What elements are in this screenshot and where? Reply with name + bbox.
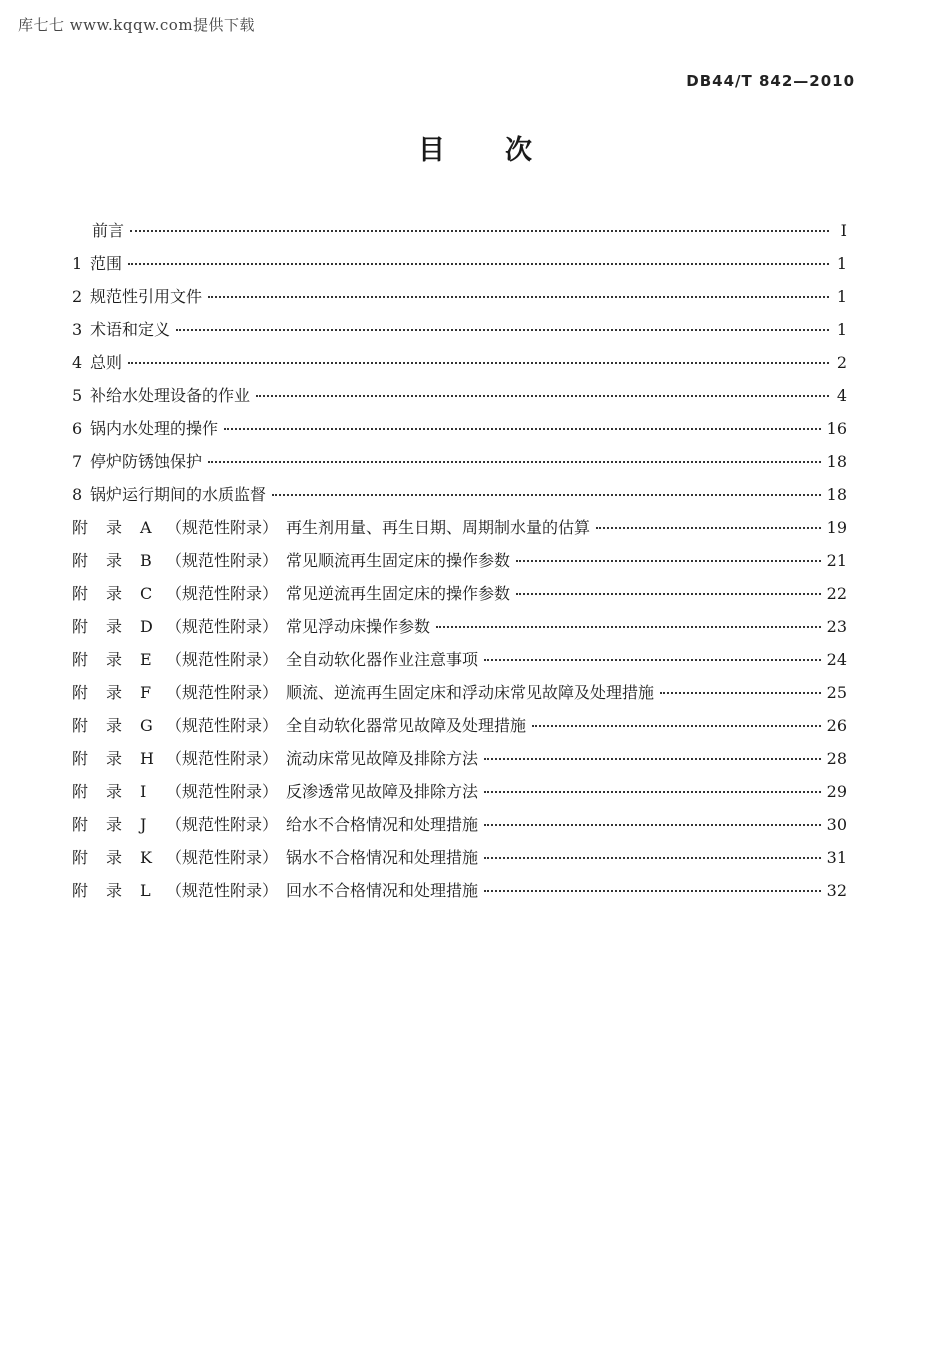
dot-leader [272,494,821,496]
toc-label: 流动床常见故障及排除方法 [286,749,479,768]
appendix-kind: （规范性附录） [166,650,279,669]
toc-page: 18 [826,452,847,471]
toc-label: 补给水处理设备的作业 [90,386,251,405]
toc-entry-chapter-4[interactable] [72,350,847,383]
table-of-contents [72,218,847,911]
toc-entry-appendix-j[interactable] [72,812,847,845]
toc-page: 22 [826,584,847,603]
dot-leader [484,890,821,892]
dot-leader [128,362,829,364]
dot-leader [256,395,829,397]
toc-label: 常见逆流再生固定床的操作参数 [286,584,511,603]
toc-entry-chapter-1[interactable] [72,251,847,284]
dot-leader [128,263,829,265]
toc-entry-appendix-h[interactable] [72,746,847,779]
toc-page: 2 [836,353,847,372]
chapter-number: 2 [72,287,83,306]
toc-entry-appendix-e[interactable] [72,647,847,680]
dot-leader [484,791,821,793]
appendix-word: 附录 [72,815,141,834]
toc-entry-appendix-k[interactable] [72,845,847,878]
appendix-kind: （规范性附录） [166,815,279,834]
appendix-letter: K [140,848,152,867]
dot-leader [516,593,821,595]
dot-leader [224,428,821,430]
chapter-number: 5 [72,386,83,405]
toc-page: 24 [826,650,847,669]
toc-label: 常见浮动床操作参数 [286,617,431,636]
chapter-number: 1 [72,254,83,273]
toc-entry-chapter-3[interactable] [72,317,847,350]
dot-leader [484,758,821,760]
appendix-word: 附录 [72,716,141,735]
appendix-word: 附录 [72,617,141,636]
toc-entry-chapter-2[interactable] [72,284,847,317]
dot-leader [532,725,821,727]
toc-label: 反渗透常见故障及排除方法 [286,782,479,801]
appendix-kind: （规范性附录） [166,617,279,636]
toc-entry-appendix-b[interactable] [72,548,847,581]
appendix-kind: （规范性附录） [166,551,279,570]
toc-page: 23 [826,617,847,636]
appendix-kind: （规范性附录） [166,749,279,768]
toc-label: 常见顺流再生固定床的操作参数 [286,551,511,570]
toc-page: 32 [826,881,847,900]
dot-leader [484,857,821,859]
appendix-kind: （规范性附录） [166,881,279,900]
toc-label: 总则 [90,353,123,372]
toc-label: 停炉防锈蚀保护 [90,452,203,471]
toc-page: 30 [826,815,847,834]
standard-number: DB44/T 842—2010 [686,72,855,90]
appendix-letter: F [140,683,152,702]
chapter-number: 4 [72,353,83,372]
toc-entry-appendix-d[interactable] [72,614,847,647]
appendix-letter: I [140,782,147,801]
toc-page: I [840,221,847,240]
toc-label: 顺流、逆流再生固定床和浮动床常见故障及处理措施 [286,683,655,702]
toc-entry-appendix-f[interactable] [72,680,847,713]
appendix-letter: C [140,584,153,603]
toc-page: 1 [836,287,847,306]
appendix-word: 附录 [72,584,141,603]
chapter-number: 8 [72,485,83,504]
dot-leader [130,230,829,232]
appendix-kind: （规范性附录） [166,716,279,735]
toc-page: 25 [826,683,847,702]
appendix-kind: （规范性附录） [166,584,279,603]
toc-entry-appendix-a[interactable] [72,515,847,548]
appendix-kind: （规范性附录） [166,683,279,702]
toc-label: 锅内水处理的操作 [90,419,219,438]
dot-leader [516,560,821,562]
page-title: 目次 [418,135,592,166]
toc-label: 锅炉运行期间的水质监督 [90,485,267,504]
toc-label: 给水不合格情况和处理措施 [286,815,479,834]
toc-entry-appendix-l[interactable] [72,878,847,911]
dot-leader [660,692,821,694]
toc-entry-appendix-c[interactable] [72,581,847,614]
toc-label: 锅水不合格情况和处理措施 [286,848,479,867]
toc-label: 前言 [92,221,125,240]
watermark-text: 库七七 www.kqqw.com提供下载 [18,16,256,34]
toc-entry-chapter-5[interactable] [72,383,847,416]
appendix-word: 附录 [72,782,141,801]
appendix-letter: H [140,749,154,768]
toc-entry-appendix-g[interactable] [72,713,847,746]
toc-label: 再生剂用量、再生日期、周期制水量的估算 [286,518,591,537]
chapter-number: 3 [72,320,83,339]
toc-page: 21 [826,551,847,570]
appendix-letter: B [140,551,152,570]
toc-entry-chapter-8[interactable] [72,482,847,515]
appendix-word: 附录 [72,848,141,867]
toc-page: 16 [826,419,847,438]
toc-page: 18 [826,485,847,504]
appendix-word: 附录 [72,749,141,768]
toc-page: 4 [836,386,847,405]
appendix-letter: D [140,617,153,636]
dot-leader [176,329,829,331]
dot-leader [208,296,829,298]
appendix-word: 附录 [72,683,141,702]
toc-page: 19 [826,518,847,537]
toc-page: 29 [826,782,847,801]
toc-page: 1 [836,254,847,273]
appendix-letter: G [140,716,153,735]
appendix-kind: （规范性附录） [166,782,279,801]
dot-leader [484,659,821,661]
appendix-kind: （规范性附录） [166,518,279,537]
toc-label: 术语和定义 [90,320,171,339]
toc-label: 全自动软化器作业注意事项 [286,650,479,669]
appendix-word: 附录 [72,518,141,537]
appendix-word: 附录 [72,551,141,570]
toc-entry-chapter-6[interactable] [72,416,847,449]
appendix-word: 附录 [72,881,141,900]
toc-page: 31 [826,848,847,867]
dot-leader [484,824,821,826]
toc-entry-chapter-7[interactable] [72,449,847,482]
toc-page: 28 [826,749,847,768]
chapter-number: 7 [72,452,83,471]
toc-label: 规范性引用文件 [90,287,203,306]
appendix-letter: E [140,650,152,669]
dot-leader [596,527,821,529]
appendix-letter: L [140,881,151,900]
appendix-kind: （规范性附录） [166,848,279,867]
toc-label: 范围 [90,254,123,273]
appendix-word: 附录 [72,650,141,669]
appendix-letter: J [140,815,147,834]
toc-label: 回水不合格情况和处理措施 [286,881,479,900]
toc-entry-appendix-i[interactable] [72,779,847,812]
toc-page: 26 [826,716,847,735]
chapter-number: 6 [72,419,83,438]
toc-label: 全自动软化器常见故障及处理措施 [286,716,527,735]
dot-leader [208,461,821,463]
toc-page: 1 [836,320,847,339]
toc-entry-preface[interactable] [72,218,847,251]
dot-leader [436,626,821,628]
appendix-letter: A [140,518,152,537]
